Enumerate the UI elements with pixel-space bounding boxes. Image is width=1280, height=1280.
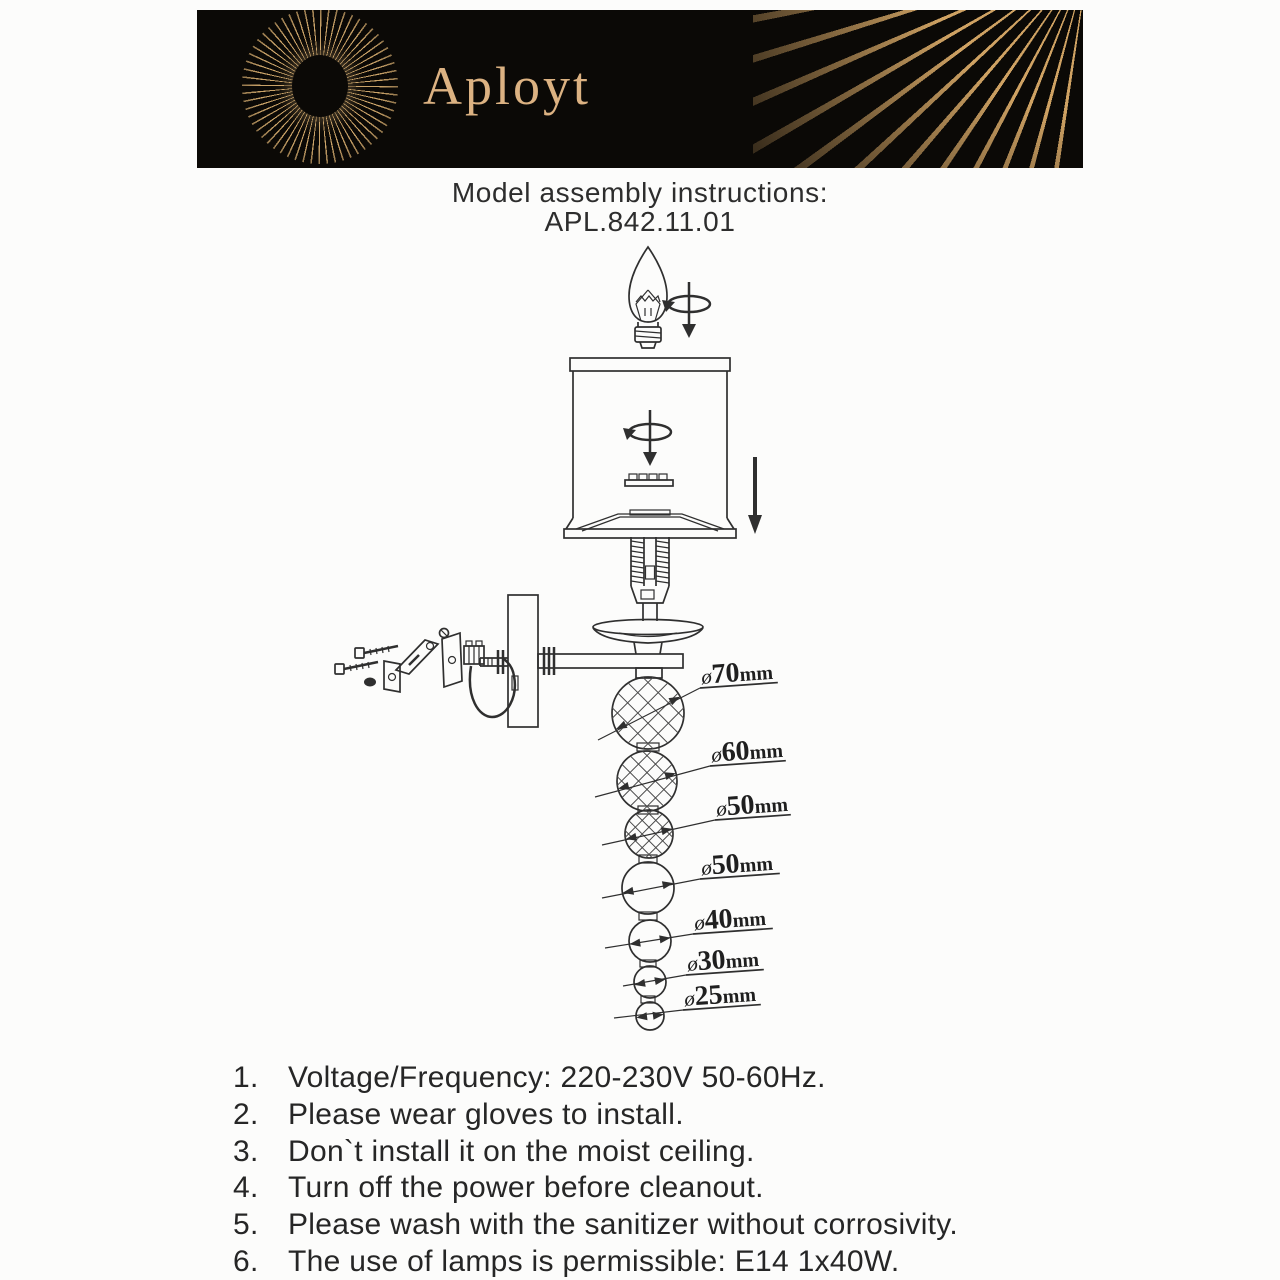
instruction-item — [233, 1207, 958, 1244]
item-number: 1. — [233, 1061, 259, 1094]
wall-plate-drawing — [508, 595, 538, 727]
svg-text:ø70mm: ø70mm — [700, 657, 774, 691]
instruction-item — [233, 1060, 958, 1097]
shade-ring-drawing — [625, 474, 673, 486]
item-text: The use of lamps is permissible: E14 1x40W. — [288, 1244, 900, 1278]
item-number: 4. — [233, 1171, 259, 1205]
corner-rays-decoration — [753, 10, 1083, 168]
smooth-ball-30 — [634, 966, 666, 998]
dimension-label — [595, 733, 786, 797]
bulb-drawing — [629, 247, 667, 348]
bobeche-drawing — [593, 620, 703, 655]
svg-text:ø50mm: ø50mm — [700, 848, 774, 882]
dimension-label — [602, 787, 791, 845]
smooth-ball-50 — [622, 862, 674, 914]
title-line: Model assembly instructions: — [451, 177, 829, 208]
brand-name: Aployt — [423, 56, 592, 116]
dimension-label — [623, 942, 764, 987]
item-text: Voltage/Frequency: 220-230V 50-60Hz. — [288, 1061, 826, 1094]
down-arrow-icon — [748, 457, 762, 534]
instruction-item — [233, 1170, 958, 1207]
svg-text:ø30mm: ø30mm — [686, 944, 760, 978]
instruction-item — [233, 1134, 958, 1171]
instruction-item — [233, 1097, 958, 1134]
item-text: Don`t install it on the moist ceiling. — [288, 1134, 755, 1168]
faceted-ball-60 — [617, 751, 677, 811]
rotate-arrow-icon — [623, 410, 671, 466]
svg-text:ø25mm: ø25mm — [683, 979, 757, 1013]
item-number: 6. — [233, 1244, 259, 1278]
item-number: 2. — [233, 1097, 259, 1131]
mounting-bracket-drawing — [335, 629, 515, 718]
item-text: Please wear gloves to install. — [288, 1097, 684, 1131]
model-number: APL.842.11.01 — [544, 206, 736, 237]
item-text: Turn off the power before cleanout. — [288, 1171, 764, 1205]
svg-text:ø60mm: ø60mm — [710, 735, 784, 769]
assembly-diagram — [330, 240, 830, 1060]
socket-drawing — [631, 537, 669, 621]
instruction-item — [233, 1244, 958, 1280]
starburst-logo-icon — [242, 10, 398, 164]
svg-text:ø40mm: ø40mm — [693, 903, 767, 937]
item-number: 5. — [233, 1208, 259, 1242]
brand-banner — [197, 10, 1083, 168]
instruction-list — [233, 1060, 958, 1280]
item-number: 3. — [233, 1134, 259, 1168]
document-title — [0, 178, 1280, 236]
svg-text:ø50mm: ø50mm — [715, 789, 789, 823]
rotate-arrow-icon — [662, 282, 710, 338]
faceted-ball-70 — [612, 677, 684, 749]
item-text: Please wash with the sanitizer without corrosivity. — [288, 1208, 959, 1242]
